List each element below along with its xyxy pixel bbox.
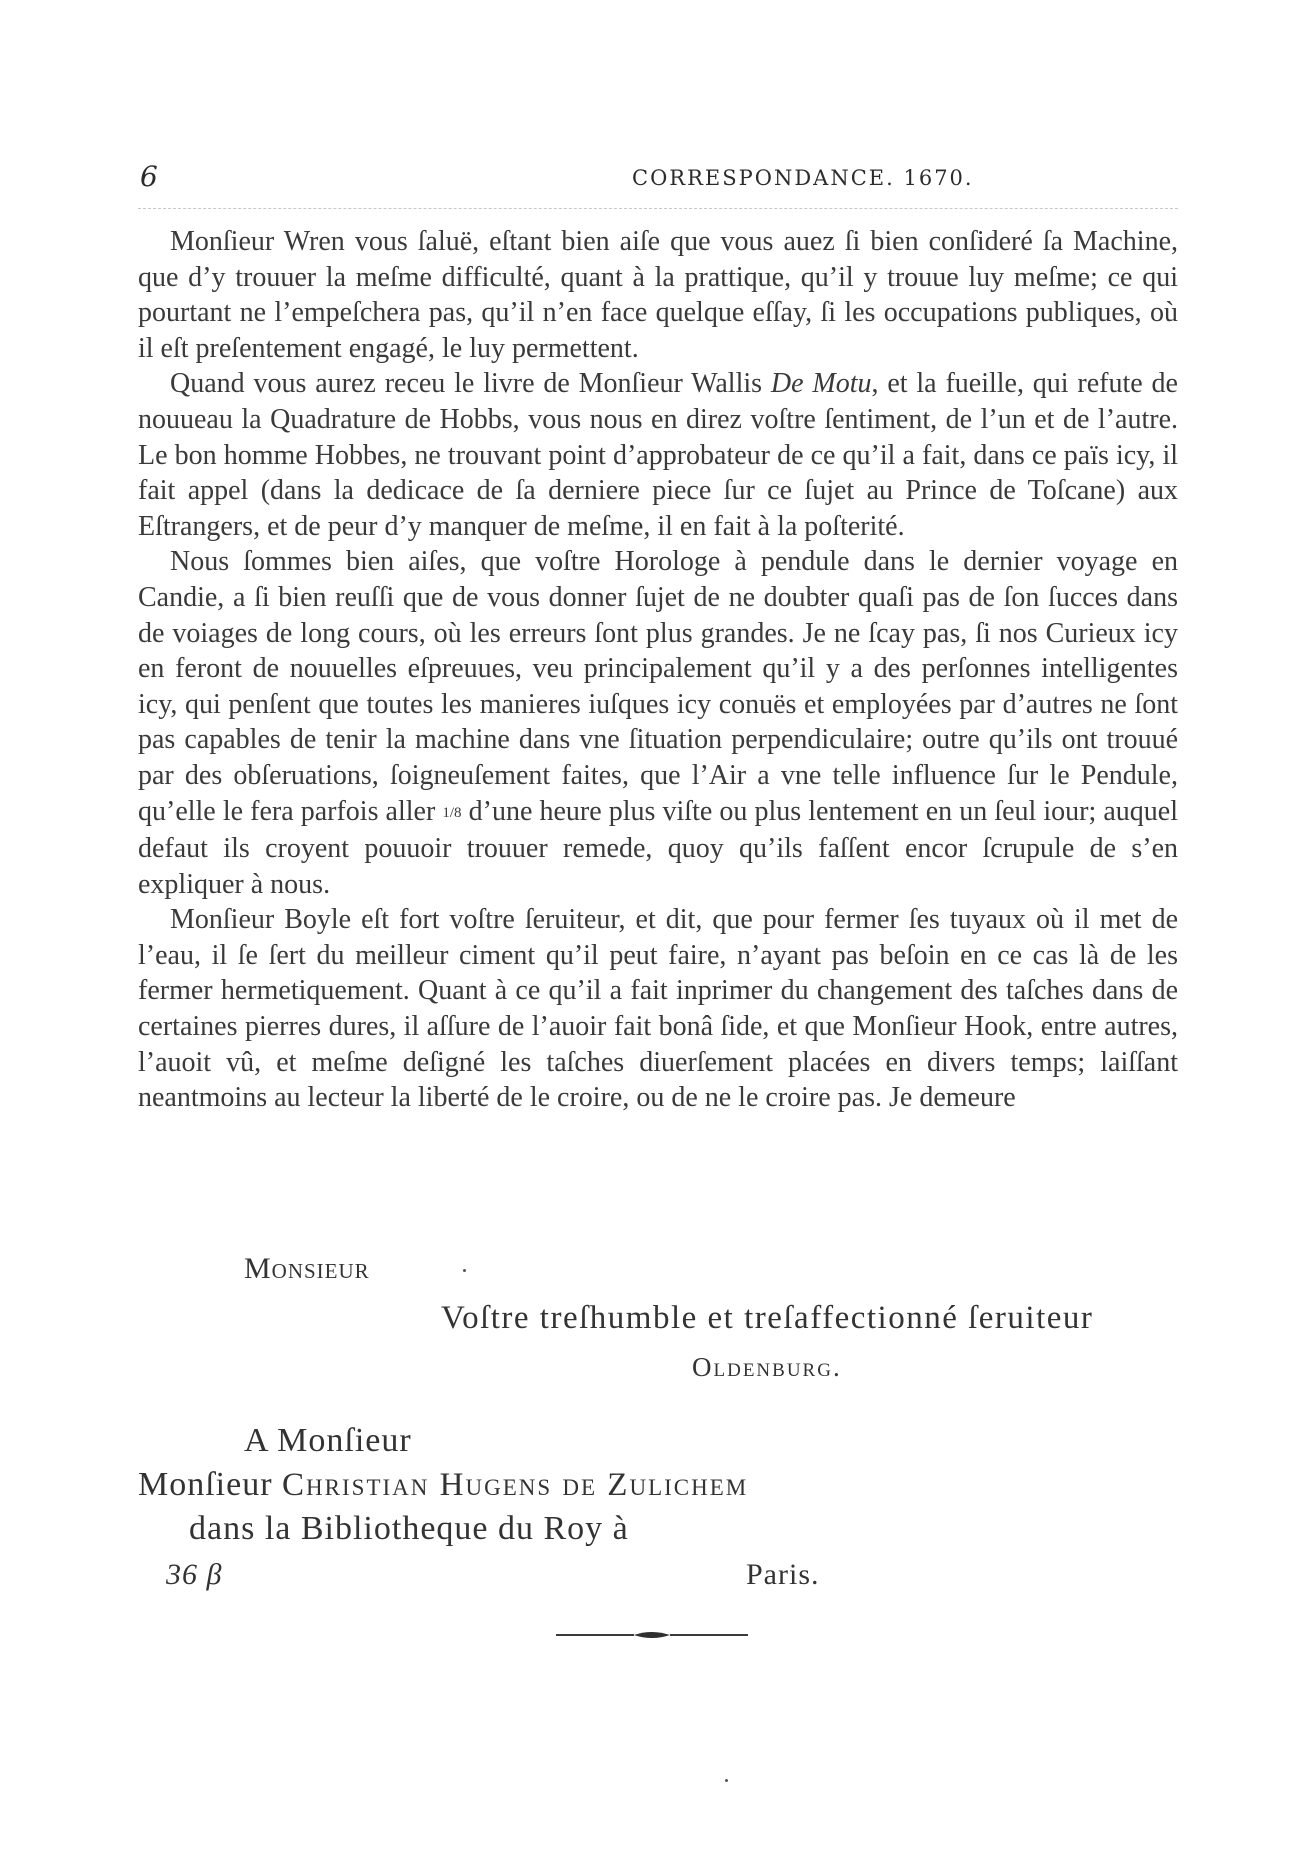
paragraph-1: Monſieur Wren vous ſaluë, eſtant bien aiſe que vous auez ſi bien conſideré ſa Machine, que d’y trouuer la meſme difficulté, quant à la prattique, qu’il y trouue luy meſme; ce qui pourtant ne l’empeſchera pas, qu’il n’en face quelque eſſay, ſi les occupations publiques, où il eſt preſentement engagé, le luy permettent. — [138, 226, 1178, 364]
ink-speck — [725, 1779, 728, 1782]
letter-body — [138, 224, 1178, 1116]
page-number: 6 — [140, 160, 158, 193]
paragraph-3 — [138, 544, 1178, 902]
page-header — [138, 160, 1178, 196]
paragraph-2-text-a: Quand vous aurez receu le livre de Monſieur Wallis — [170, 368, 771, 400]
paragraph-4: Monſieur Boyle eſt fort voſtre ſeruiteur, et dit, que pour fermer ſes tuyaux où il met de l’eau, il ſe ſert du meilleur ciment qu’il peut faire, n’ayant pas beſoin en ce cas là de les fermer hermetiquement. Quant à ce qu’il a fait inprimer du changement des taſches dans de certaines pierres dures, il aſſure de l’auoir fait bonâ ſide, et que Monſieur Hook, entre autres, l’auoit vû, et meſme deſigné les taſches diuerſement placées en divers temps; laiſſant neantmoins au lecteur la liberté de le croire, ou de ne le croire pas. Je demeure — [138, 904, 1178, 1114]
header-rule — [138, 208, 1178, 209]
address-city: Paris. — [746, 1558, 820, 1591]
fleuron-center — [634, 1632, 670, 1638]
address-line-2 — [138, 1466, 748, 1504]
address-title: Monſieur — [138, 1466, 283, 1503]
address-line-3: dans la Bibliotheque du Roy à — [189, 1510, 629, 1547]
address-line-1: A Monſieur — [244, 1422, 412, 1459]
paragraph-3-text-b: d’une heure plus viſte ou plus lentement en un ſeul iour; auquel defaut ils croyent pouuoir trouuer remede, quoy qu’ils faſſent encor ſcrupule de s’en expliquer à nous. — [138, 795, 1178, 900]
paragraph-3-text-a: Nous ſommes bien aiſes, que voſtre Horologe à pendule dans le dernier voyage en Candie, a ſi bien reuſſi que de vous donner ſujet de ne doubter quaſi pas de ſon ſucces dans de voiages de long cours, où les erreurs ſont plus grandes. Je ne ſcay pas, ſi nos Curieux icy en feront de nouuelles eſpreuues, veu principalement qu’il y a des perſonnes intelligentes icy, qui penſent que toutes les manieres iuſques icy conuës et employées par d’autres ne ſont pas capables de tenir la machine dans vne ſituation perpendiculaire; outre qu’ils ont trouué par des obſeruations, ſoigneuſement faites, que l’Air a vne telle influence ſur le Pendule, qu’elle le fera parfois aller — [138, 546, 1178, 827]
addressee-name: Christian Hugens de Zulichem — [282, 1467, 749, 1503]
fraction: 1/8 — [442, 804, 462, 821]
running-head: CORRESPONDANCE. 1670. — [632, 166, 974, 190]
fleuron-ornament — [556, 1628, 748, 1642]
closing-formula: Voſtre treſhumble et treſaffectionné ſeruiteur — [441, 1300, 1094, 1336]
book-title: De Motu — [770, 368, 872, 400]
signature: Oldenburg. — [692, 1352, 842, 1382]
archive-number: 36 β — [166, 1558, 223, 1591]
ink-speck — [463, 1269, 466, 1272]
salutation: Monsieur — [244, 1252, 370, 1285]
paragraph-2 — [138, 366, 1178, 544]
paragraph-2-text-b: , et la fueille, qui refute de nouueau la Quadrature de Hobbs, vous nous en direz voſtre ſentiment, de l’un et de l’autre. Le bon homme Hobbes, ne trouvant point d’approbateur de ce qu’il a fait, dans ce païs icy, il fait appel (dans la dedicace de ſa derniere piece ſur ce ſujet au Prince de Toſcane) aux Eſtrangers, et de peur d’y manquer de meſme, il en fait à la poſterité. — [138, 368, 1178, 542]
